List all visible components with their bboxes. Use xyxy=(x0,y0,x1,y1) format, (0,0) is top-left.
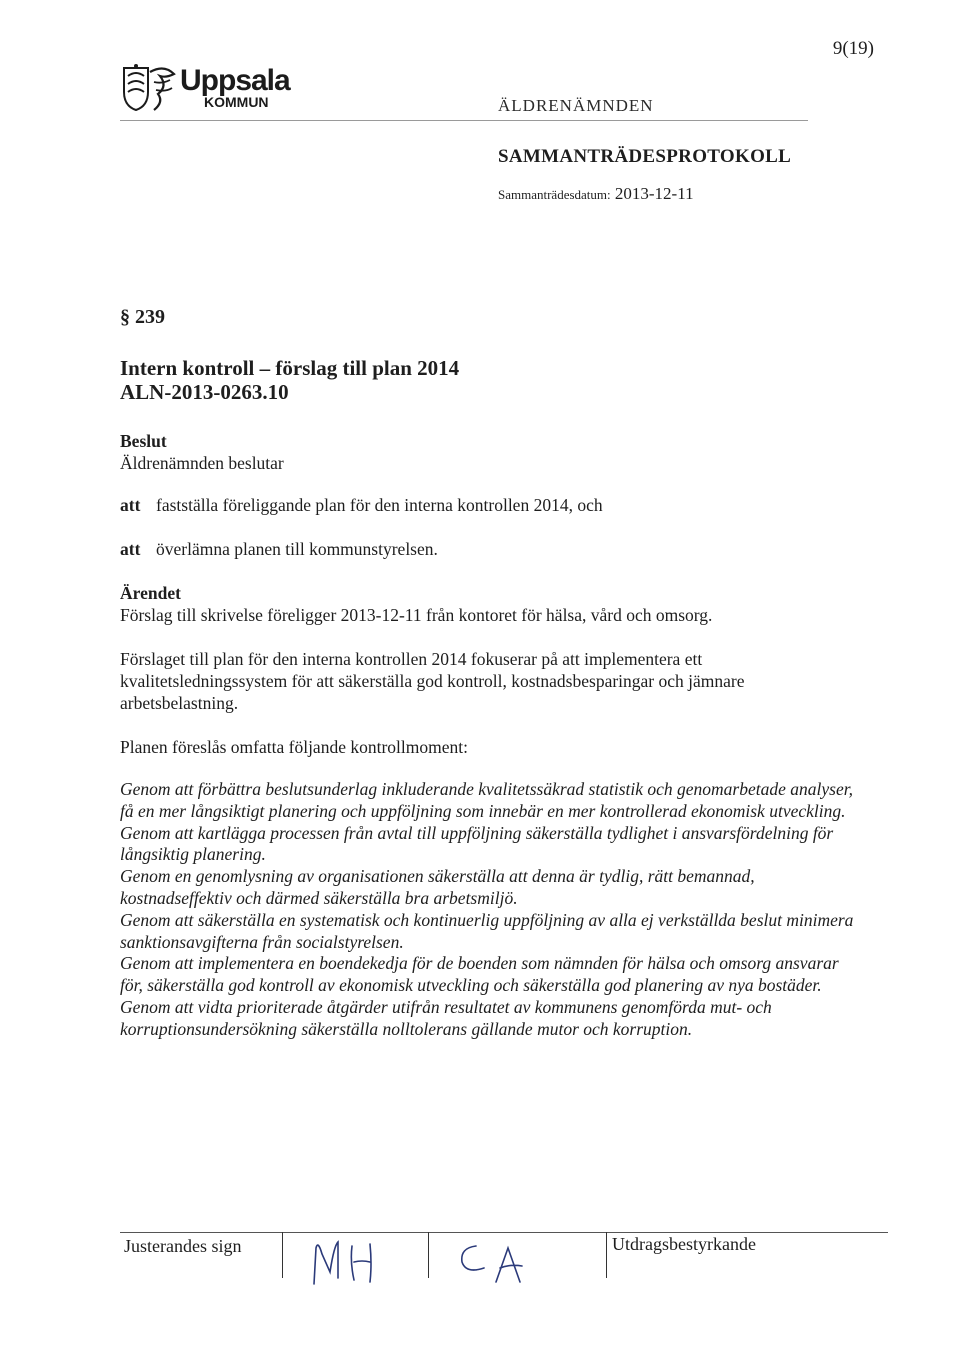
municipality-logo xyxy=(120,62,320,118)
logo-subtext: KOMMUN xyxy=(204,94,269,110)
control-measure: Genom att vidta prioriterade åtgärder utifrån resultatet av kommunens genomförda mut- och korruptionsundersökning säkerställa nolltolerans gällande mutor och korruption. xyxy=(120,996,772,1039)
signature-ca xyxy=(446,1232,556,1292)
decision-item xyxy=(120,494,603,516)
control-measure: Genom en genomlysning av organisationen säkerställa att denna är tydlig, rätt bemannad, kostnadseffektiv och därmed säkerställa bra arbetsmiljö. xyxy=(120,866,755,908)
document-type: SAMMANTRÄDESPROTOKOLL xyxy=(498,146,792,167)
decision-section xyxy=(120,430,284,474)
control-measure: Genom att förbättra beslutsunderlag inkluderande kvalitetssäkrad statistik och genomarbetade analyser, få en mer långsiktigt planering och uppföljning som innebär en mer kontrollerad ekonomisk utveckling. xyxy=(120,779,853,821)
matter-text: Förslag till skrivelse föreligger 2013-12-11 från kontoret för hälsa, vård och omsorg. xyxy=(120,605,713,625)
logo-wordmark: Uppsala xyxy=(180,64,290,97)
decision-item-att: att xyxy=(120,539,141,559)
case-number: ALN-2013-0263.10 xyxy=(120,380,289,404)
committee-name: ÄLDRENÄMNDEN xyxy=(498,96,654,115)
decision-item xyxy=(120,538,438,560)
meeting-date-value: 2013-12-11 xyxy=(614,184,694,203)
control-measure: Genom att implementera en boendekedja för de boenden som nämnden för hälsa och omsorg ansvarar för, säkerställa god kontroll av ekonomisk utveckling och säkerställa god planering av nya bostäder. xyxy=(120,953,839,996)
decision-item-text: fastställa föreliggande plan för den interna kontrollen 2014, och xyxy=(156,495,603,515)
decision-item-text: överlämna planen till kommunstyrelsen. xyxy=(156,539,438,559)
case-title xyxy=(120,356,459,404)
header-divider xyxy=(120,120,808,121)
matter-section xyxy=(120,582,712,626)
matter-heading: Ärendet xyxy=(120,583,181,603)
body-paragraph: Förslaget till plan för den interna kontrollen 2014 fokuserar på att implementera ett kvalitetsledningssystem för att säkerställa god kontroll, kostnadsbesparingar och jämnare arbetsbelastning. xyxy=(120,649,745,713)
control-measure: Genom att kartlägga processen från avtal till uppföljning säkerställa tydlighet i ansvarsfördelning för långsiktig planering. xyxy=(120,822,834,865)
body-paragraph: Planen föreslås omfatta följande kontrollmoment: xyxy=(120,737,468,757)
signature-mh xyxy=(300,1232,400,1292)
case-title-line1: Intern kontroll – förslag till plan 2014 xyxy=(120,356,460,380)
decision-heading: Beslut xyxy=(120,431,167,451)
certification-label: Utdragsbestyrkande xyxy=(612,1234,756,1254)
page-number: 9(19) xyxy=(832,38,874,59)
coat-of-arms-icon xyxy=(120,62,178,114)
meeting-date-label: Sammanträdesdatum: xyxy=(498,187,611,202)
control-measure: Genom att säkerställa en systematisk och kontinuerlig uppföljning av alla ej verkställda beslut minimera sanktionsavgifterna från socialstyrelsen. xyxy=(120,909,854,952)
justifying-signature-label: Justerandes sign xyxy=(124,1236,242,1256)
decision-intro: Äldrenämnden beslutar xyxy=(120,453,284,473)
decision-item-att: att xyxy=(120,495,141,515)
meeting-date xyxy=(498,184,694,204)
paragraph-number: § 239 xyxy=(120,306,165,328)
footer-cell-divider xyxy=(606,1232,607,1278)
footer-cell-divider xyxy=(428,1232,429,1278)
footer-cell-divider xyxy=(282,1232,283,1278)
control-measures-list xyxy=(120,779,865,1041)
